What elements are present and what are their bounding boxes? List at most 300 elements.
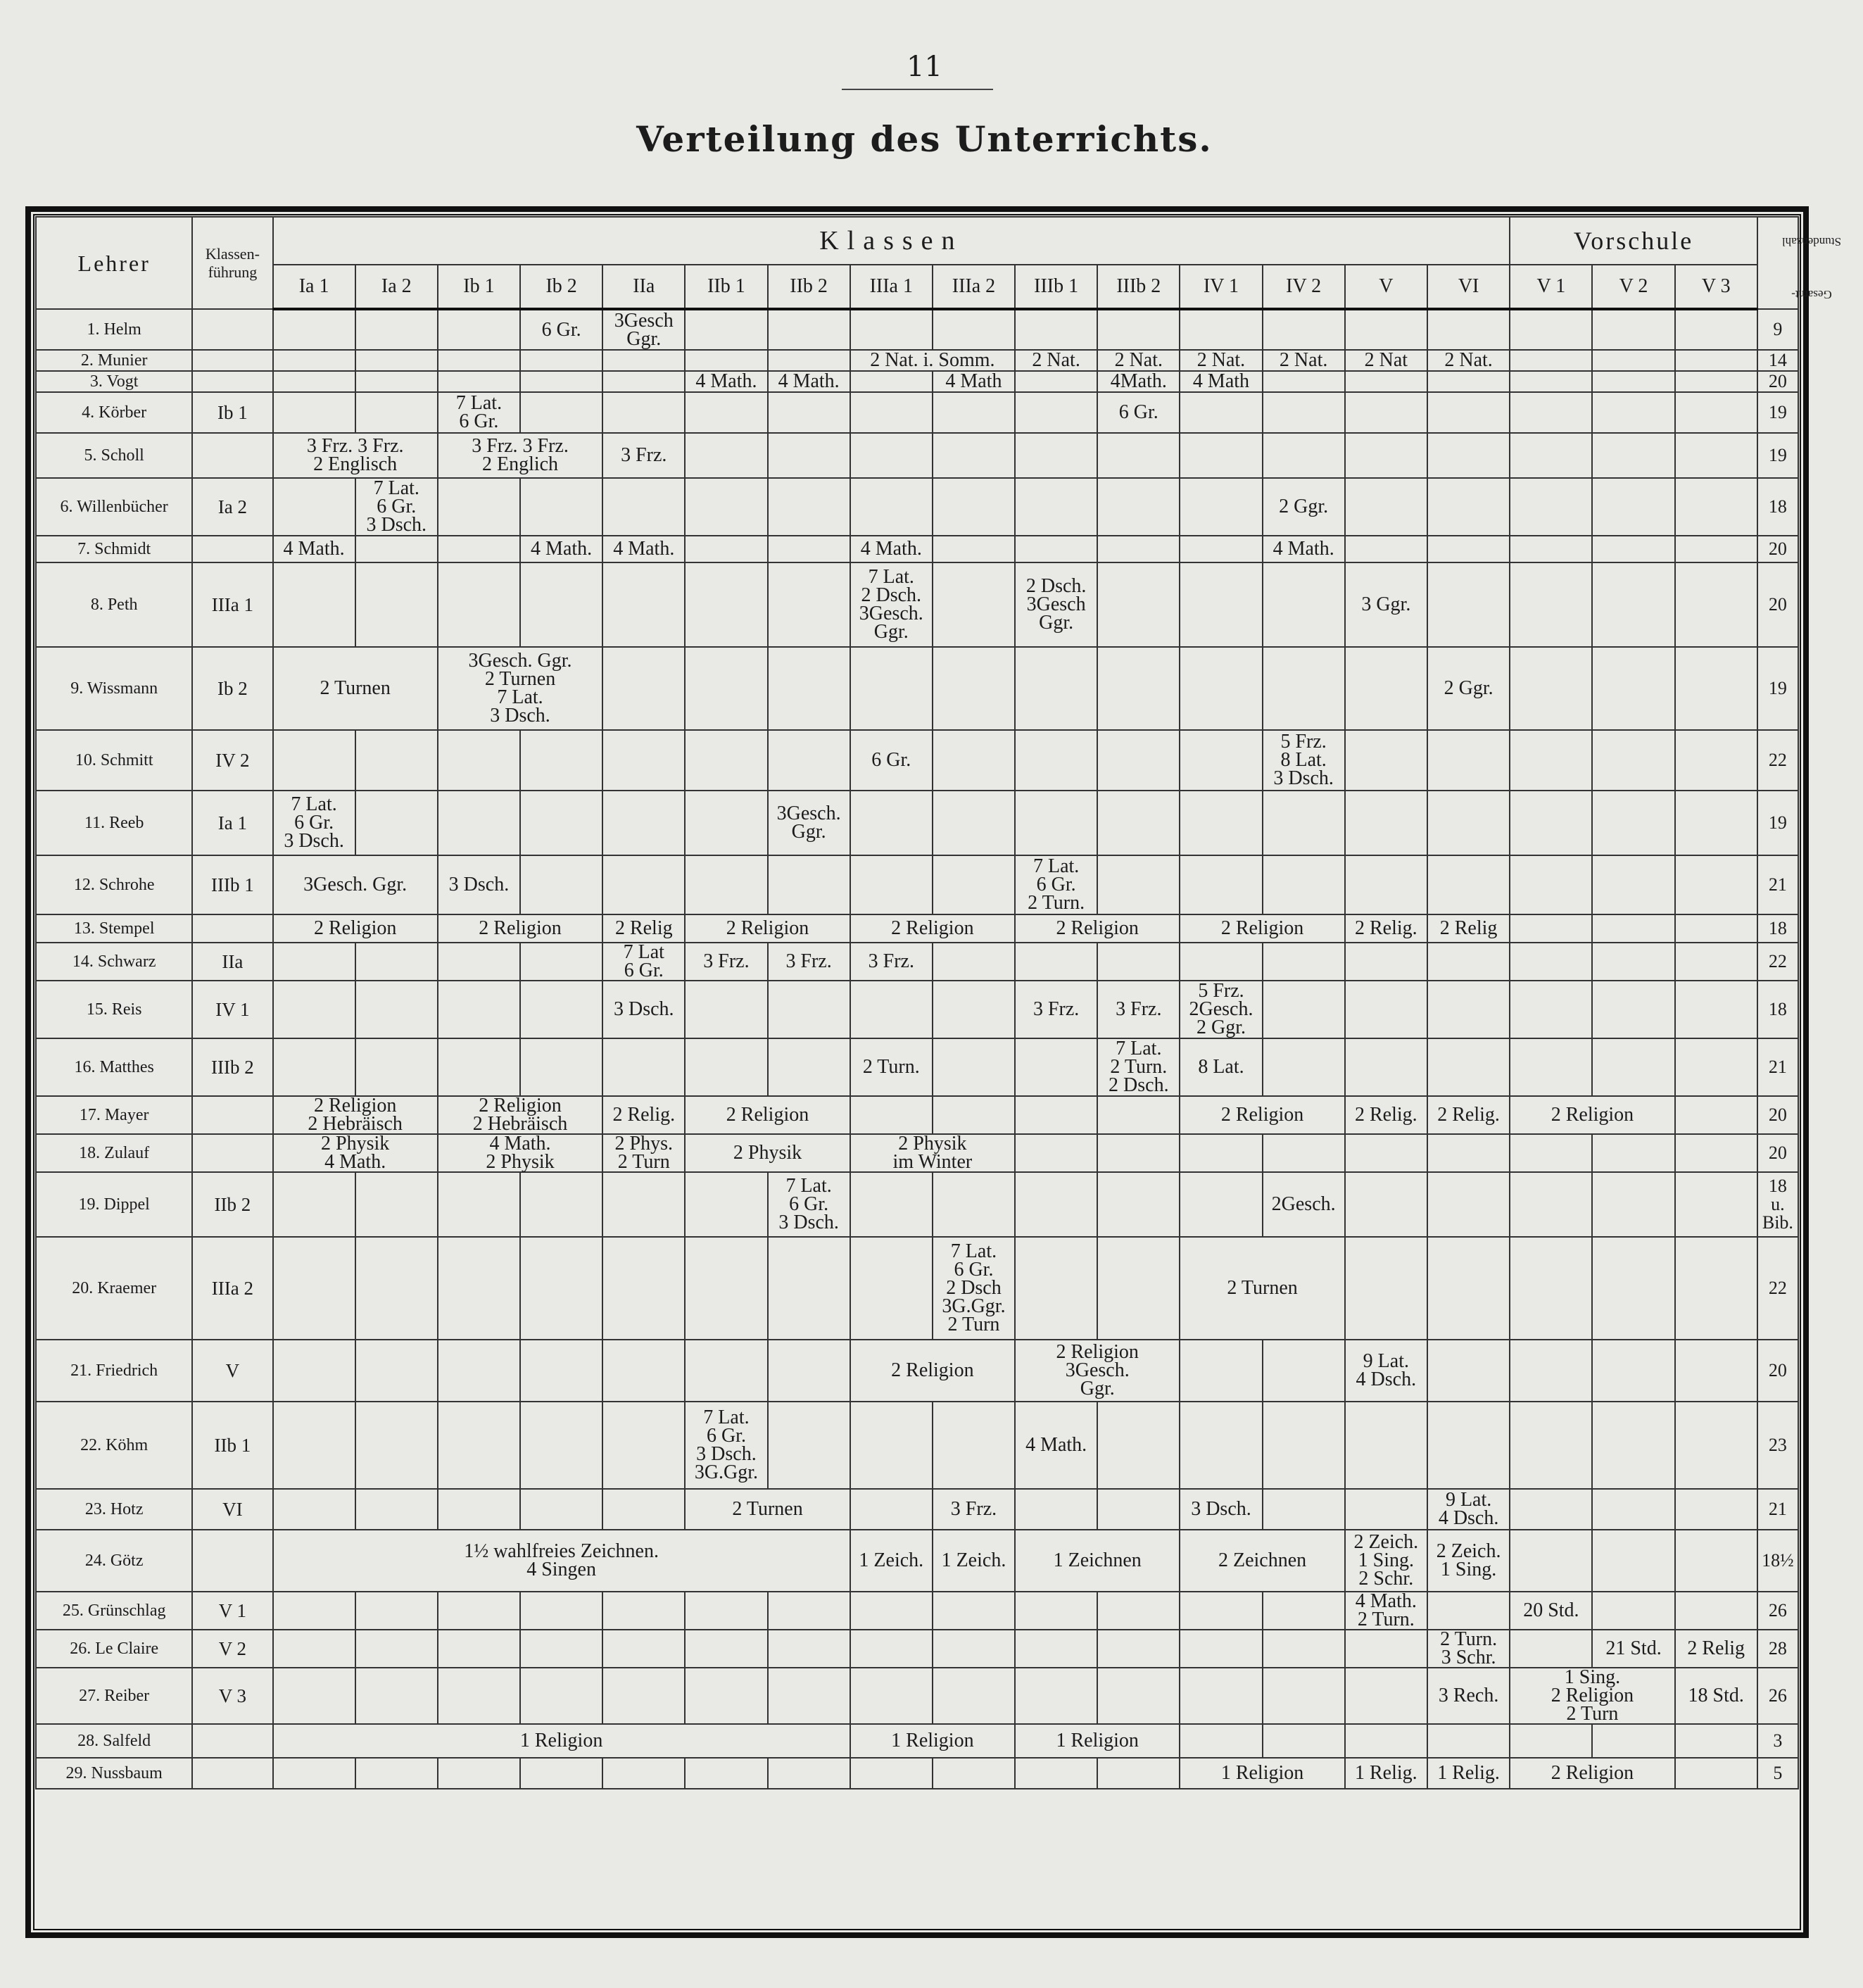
lesson-line: 3 Frz. — [621, 444, 667, 466]
empty-cell — [1263, 1038, 1345, 1096]
total-hours-line: 20 — [1768, 371, 1787, 391]
empty-cell — [438, 1172, 520, 1237]
empty-cell — [438, 791, 520, 855]
total-hours-line: Bib. — [1762, 1212, 1793, 1233]
empty-cell — [850, 791, 933, 855]
lesson-cell — [1345, 562, 1427, 647]
lesson-line: 2 Turn — [947, 1314, 1000, 1335]
empty-cell — [1015, 1758, 1097, 1789]
empty-cell — [355, 1758, 438, 1789]
empty-cell — [685, 1668, 767, 1724]
empty-cell — [1263, 1724, 1345, 1758]
lesson-cell — [685, 1134, 850, 1172]
empty-cell — [1180, 1134, 1262, 1172]
total-hours — [1757, 1402, 1798, 1489]
lesson-line: 3 Frz. — [703, 950, 750, 972]
header-class-column: V 2 — [1592, 265, 1674, 309]
empty-cell — [520, 350, 602, 371]
klassenfuehrung-cell: V 3 — [192, 1668, 272, 1724]
lesson-line: 21 Std. — [1605, 1637, 1662, 1659]
empty-cell — [768, 1630, 850, 1668]
empty-cell — [1510, 562, 1592, 647]
total-hours — [1757, 1172, 1798, 1237]
empty-cell — [1510, 433, 1592, 478]
empty-cell — [933, 647, 1015, 730]
teacher-name: 21. Friedrich — [36, 1340, 192, 1402]
lesson-cell — [1097, 350, 1180, 371]
lesson-line: 1 Sing. — [1564, 1666, 1621, 1688]
empty-cell — [1345, 478, 1427, 536]
lesson-line: 4 Dsch. — [1356, 1369, 1417, 1390]
empty-cell — [1015, 309, 1097, 350]
empty-cell — [850, 1630, 933, 1668]
empty-cell — [1675, 914, 1757, 943]
empty-cell — [1675, 478, 1757, 536]
lesson-line: 1 Zeichnen — [1053, 1549, 1142, 1571]
table-row — [36, 981, 1798, 1038]
lesson-line: 2 Physik — [733, 1142, 802, 1164]
empty-cell — [685, 791, 767, 855]
empty-cell — [685, 1038, 767, 1096]
total-hours-line: 20 — [1768, 594, 1787, 615]
lesson-cell — [1427, 914, 1510, 943]
klassenfuehrung-cell: IIb 1 — [192, 1402, 272, 1489]
table-row — [36, 943, 1798, 981]
teacher-name: 5. Scholl — [36, 433, 192, 478]
empty-cell — [1180, 791, 1262, 855]
empty-cell — [1097, 478, 1180, 536]
total-hours-line: u. — [1771, 1194, 1785, 1214]
empty-cell — [1097, 536, 1180, 562]
empty-cell — [355, 791, 438, 855]
empty-cell — [1015, 1668, 1097, 1724]
lesson-line: 3Gesch. — [776, 803, 841, 824]
teacher-name: 2. Munier — [36, 350, 192, 371]
lesson-line: 1½ wahlfreies Zeichnen. — [464, 1540, 659, 1562]
empty-cell — [685, 1172, 767, 1237]
empty-cell — [1510, 1724, 1592, 1758]
empty-cell — [602, 392, 685, 433]
empty-cell — [850, 647, 933, 730]
empty-cell — [1427, 981, 1510, 1038]
lesson-line: 2 Nat — [1364, 349, 1408, 371]
empty-cell — [1510, 647, 1592, 730]
empty-cell — [355, 350, 438, 371]
lesson-line: 6 Gr. — [954, 1259, 994, 1281]
empty-cell — [1263, 1489, 1345, 1530]
teacher-name: 24. Götz — [36, 1530, 192, 1592]
total-hours — [1757, 392, 1798, 433]
klassenfuehrung-cell — [192, 914, 272, 943]
empty-cell — [1263, 1402, 1345, 1489]
empty-cell — [1592, 478, 1674, 536]
empty-cell — [1427, 791, 1510, 855]
lesson-line: 4 Math. — [778, 370, 840, 392]
lesson-line: 2 Dsch. — [861, 584, 922, 606]
empty-cell — [933, 562, 1015, 647]
lesson-line: 6 Gr. — [459, 410, 499, 432]
lesson-line: 2 Turn. — [862, 1056, 920, 1078]
lesson-cell — [602, 1134, 685, 1172]
empty-cell — [850, 1592, 933, 1630]
page-title: Verteilung des Unterrichts. — [636, 118, 1213, 160]
empty-cell — [1345, 392, 1427, 433]
empty-cell — [1592, 433, 1674, 478]
lesson-line: 4 Singen — [526, 1559, 596, 1580]
empty-cell — [602, 730, 685, 791]
lesson-line: 7 Lat. — [785, 1175, 832, 1197]
lesson-line: 6 Gr. — [1036, 874, 1076, 895]
empty-cell — [1015, 1237, 1097, 1340]
lesson-line: 6 Gr. — [541, 318, 581, 341]
empty-cell — [1510, 350, 1592, 371]
empty-cell — [1345, 1630, 1427, 1668]
total-hours-line: 21 — [1768, 874, 1787, 895]
empty-cell — [520, 1592, 602, 1630]
empty-cell — [768, 1340, 850, 1402]
empty-cell — [1345, 536, 1427, 562]
empty-cell — [1345, 647, 1427, 730]
empty-cell — [602, 350, 685, 371]
total-hours-line: 21 — [1768, 1499, 1787, 1519]
lesson-cell — [1675, 1668, 1757, 1724]
lesson-line: 1 Religion — [891, 1730, 974, 1751]
empty-cell — [355, 730, 438, 791]
lesson-line: 2 Nat. i. Somm. — [870, 349, 995, 371]
empty-cell — [685, 478, 767, 536]
empty-cell — [520, 730, 602, 791]
page-number-rule — [842, 89, 993, 90]
empty-cell — [685, 1630, 767, 1668]
lesson-line: 3 Dsch. — [614, 998, 674, 1020]
empty-cell — [273, 981, 355, 1038]
lesson-cell — [602, 981, 685, 1038]
klassenfuehrung-cell: V — [192, 1340, 272, 1402]
teacher-name: 1. Helm — [36, 309, 192, 350]
empty-cell — [602, 1172, 685, 1237]
lesson-cell — [273, 1134, 438, 1172]
total-hours-line: 20 — [1768, 1143, 1787, 1163]
page-number: 11 — [907, 51, 942, 83]
empty-cell — [933, 1096, 1015, 1134]
empty-cell — [768, 1758, 850, 1789]
lesson-cell — [768, 943, 850, 981]
empty-cell — [685, 1758, 767, 1789]
empty-cell — [1510, 1402, 1592, 1489]
header-vorschule: Vorschule — [1510, 217, 1757, 265]
table-row — [36, 1134, 1798, 1172]
empty-cell — [438, 981, 520, 1038]
empty-cell — [933, 791, 1015, 855]
lesson-cell — [1345, 1592, 1427, 1630]
empty-cell — [1263, 392, 1345, 433]
header-class-column: Ia 2 — [355, 265, 438, 309]
lesson-cell — [768, 791, 850, 855]
empty-cell — [1675, 1530, 1757, 1592]
teacher-name: 25. Grünschlag — [36, 1592, 192, 1630]
total-hours — [1757, 647, 1798, 730]
empty-cell — [1015, 433, 1097, 478]
empty-cell — [1427, 1237, 1510, 1340]
empty-cell — [685, 647, 767, 730]
empty-cell — [355, 1237, 438, 1340]
klassenfuehrung-cell — [192, 1724, 272, 1758]
empty-cell — [768, 1038, 850, 1096]
lesson-cell — [520, 309, 602, 350]
empty-cell — [355, 392, 438, 433]
lesson-cell — [1427, 1758, 1510, 1789]
lesson-line: 2 Dsch. — [1025, 575, 1087, 597]
empty-cell — [438, 1489, 520, 1530]
lesson-line: 3 Dsch. — [696, 1443, 757, 1465]
lesson-cell — [1345, 1096, 1427, 1134]
empty-cell — [1510, 1340, 1592, 1402]
empty-cell — [1263, 1134, 1345, 1172]
empty-cell — [1427, 1402, 1510, 1489]
empty-cell — [1427, 1134, 1510, 1172]
empty-cell — [273, 478, 355, 536]
lesson-cell — [1427, 1668, 1510, 1724]
lesson-cell — [768, 371, 850, 392]
lesson-cell — [1015, 1530, 1180, 1592]
empty-cell — [273, 1402, 355, 1489]
empty-cell — [1097, 562, 1180, 647]
empty-cell — [602, 1630, 685, 1668]
lesson-line: im Winter — [892, 1151, 973, 1173]
table-row — [36, 1668, 1798, 1724]
total-hours — [1757, 914, 1798, 943]
empty-cell — [602, 1038, 685, 1096]
lesson-cell — [602, 943, 685, 981]
teacher-name: 28. Salfeld — [36, 1724, 192, 1758]
empty-cell — [1097, 1668, 1180, 1724]
empty-cell — [1427, 943, 1510, 981]
lesson-line: 4 Math — [945, 370, 1002, 392]
empty-cell — [1345, 1172, 1427, 1237]
header-class-column: IIIa 1 — [850, 265, 933, 309]
lesson-cell — [933, 1237, 1015, 1340]
table-row — [36, 1237, 1798, 1340]
empty-cell — [1180, 478, 1262, 536]
lesson-line: 2 Relig — [1439, 917, 1498, 939]
klassenfuehrung-cell — [192, 536, 272, 562]
empty-cell — [1592, 536, 1674, 562]
lesson-cell — [685, 371, 767, 392]
empty-cell — [1097, 791, 1180, 855]
lesson-cell — [1180, 1038, 1262, 1096]
empty-cell — [1180, 1402, 1262, 1489]
lesson-cell — [438, 855, 520, 914]
empty-cell — [273, 350, 355, 371]
header-class-column: V 1 — [1510, 265, 1592, 309]
klassenfuehrung-cell — [192, 1758, 272, 1789]
empty-cell — [1675, 371, 1757, 392]
lesson-cell — [602, 433, 685, 478]
total-hours-line: 22 — [1768, 750, 1787, 770]
empty-cell — [850, 371, 933, 392]
empty-cell — [1015, 1489, 1097, 1530]
empty-cell — [685, 1340, 767, 1402]
lesson-line: 2 Physik — [486, 1151, 555, 1173]
empty-cell — [1015, 791, 1097, 855]
klassenfuehrung-cell: Ib 2 — [192, 647, 272, 730]
header-gesamt-line: Stundenzahl — [1781, 234, 1841, 249]
klassenfuehrung-cell: IIb 2 — [192, 1172, 272, 1237]
empty-cell — [685, 562, 767, 647]
total-hours-line: 28 — [1768, 1638, 1787, 1659]
lesson-cell — [273, 1724, 850, 1758]
teacher-name: 13. Stempel — [36, 914, 192, 943]
empty-cell — [355, 562, 438, 647]
empty-cell — [438, 1592, 520, 1630]
empty-cell — [1675, 392, 1757, 433]
empty-cell — [1427, 1038, 1510, 1096]
klassenfuehrung-cell: IV 1 — [192, 981, 272, 1038]
empty-cell — [1097, 855, 1180, 914]
empty-cell — [1675, 562, 1757, 647]
lesson-cell — [850, 730, 933, 791]
lesson-line: 7 Lat. — [291, 793, 337, 815]
klassenfuehrung-cell: VI — [192, 1489, 272, 1530]
header-class-column: IV 1 — [1180, 265, 1262, 309]
lesson-cell — [1180, 1489, 1262, 1530]
empty-cell — [1015, 730, 1097, 791]
lesson-line: 4 Math. — [283, 538, 345, 560]
empty-cell — [602, 1489, 685, 1530]
empty-cell — [1675, 855, 1757, 914]
header-class-column: Ia 1 — [273, 265, 355, 309]
lesson-cell — [1427, 647, 1510, 730]
empty-cell — [1263, 562, 1345, 647]
lesson-cell — [602, 914, 685, 943]
empty-cell — [933, 943, 1015, 981]
empty-cell — [850, 309, 933, 350]
empty-cell — [1180, 1630, 1262, 1668]
lesson-line: 3 Frz. 3 Frz. — [472, 435, 569, 457]
empty-cell — [1345, 1237, 1427, 1340]
empty-cell — [1427, 371, 1510, 392]
empty-cell — [1510, 1530, 1592, 1592]
total-hours-line: 26 — [1768, 1685, 1787, 1706]
lesson-line: 4 Math. — [695, 370, 757, 392]
lesson-line: 2 Ggr. — [1196, 1017, 1246, 1038]
empty-cell — [1015, 1134, 1097, 1172]
empty-cell — [1345, 791, 1427, 855]
lesson-cell — [1510, 1592, 1592, 1630]
empty-cell — [1510, 478, 1592, 536]
lesson-line: 3 Frz. 3 Frz. — [306, 435, 404, 457]
lesson-cell — [273, 536, 355, 562]
total-hours — [1757, 478, 1798, 536]
empty-cell — [520, 1172, 602, 1237]
teacher-name: 17. Mayer — [36, 1096, 192, 1134]
empty-cell — [1180, 1668, 1262, 1724]
empty-cell — [1180, 1724, 1262, 1758]
empty-cell — [1180, 1172, 1262, 1237]
total-hours-line: 19 — [1768, 402, 1787, 422]
empty-cell — [933, 433, 1015, 478]
empty-cell — [355, 1172, 438, 1237]
empty-cell — [1675, 647, 1757, 730]
teacher-name: 23. Hotz — [36, 1489, 192, 1530]
lesson-cell — [1180, 371, 1262, 392]
total-hours — [1757, 371, 1798, 392]
lesson-line: 2 Religion — [1551, 1762, 1634, 1784]
lesson-cell — [685, 1096, 850, 1134]
empty-cell — [768, 647, 850, 730]
klassenfuehrung-cell — [192, 1530, 272, 1592]
total-hours — [1757, 309, 1798, 350]
table-row — [36, 309, 1798, 350]
lesson-cell — [520, 536, 602, 562]
lesson-line: 7 Lat — [623, 941, 664, 963]
lesson-line: 2 Turn — [1566, 1703, 1619, 1725]
empty-cell — [1592, 1402, 1674, 1489]
lesson-cell — [602, 1096, 685, 1134]
empty-cell — [602, 371, 685, 392]
lesson-line: 3 Ggr. — [1361, 593, 1411, 615]
empty-cell — [1592, 647, 1674, 730]
lesson-cell — [850, 943, 933, 981]
lesson-cell — [1015, 562, 1097, 647]
lesson-line: 4 Math. — [531, 538, 593, 560]
lesson-cell — [273, 433, 438, 478]
lesson-line: 2 Religion — [726, 917, 809, 939]
empty-cell — [1097, 1402, 1180, 1489]
empty-cell — [273, 1340, 355, 1402]
lesson-cell — [685, 914, 850, 943]
lesson-line: 2 Religion — [1056, 1341, 1139, 1363]
lesson-line: 3 Dsch. — [778, 1212, 839, 1233]
lesson-line: 2 Religion — [479, 1095, 562, 1116]
empty-cell — [850, 1668, 933, 1724]
total-hours — [1757, 1134, 1798, 1172]
lesson-line: 7 Lat. — [950, 1240, 997, 1262]
lesson-line: 3Gesch — [1026, 593, 1086, 615]
lesson-cell — [273, 855, 438, 914]
empty-cell — [1427, 562, 1510, 647]
empty-cell — [1675, 350, 1757, 371]
empty-cell — [1510, 1038, 1592, 1096]
lesson-line: 3 Dsch. — [284, 830, 344, 852]
total-hours — [1757, 791, 1798, 855]
lesson-cell — [850, 1530, 933, 1592]
empty-cell — [602, 1758, 685, 1789]
lesson-line: 2 Religion — [891, 917, 974, 939]
empty-cell — [1675, 1237, 1757, 1340]
lesson-cell — [1097, 392, 1180, 433]
empty-cell — [685, 730, 767, 791]
lesson-line: 2 Nat. — [1032, 349, 1080, 371]
klassenfuehrung-cell — [192, 433, 272, 478]
lesson-cell — [602, 309, 685, 350]
table-row — [36, 1489, 1798, 1530]
klassenfuehrung-cell: IIa — [192, 943, 272, 981]
lesson-cell — [1097, 1038, 1180, 1096]
empty-cell — [273, 1038, 355, 1096]
empty-cell — [685, 350, 767, 371]
empty-cell — [1097, 647, 1180, 730]
lesson-line: 3 Dsch. — [1191, 1498, 1251, 1520]
total-hours — [1757, 536, 1798, 562]
empty-cell — [602, 1237, 685, 1340]
empty-cell — [1675, 1489, 1757, 1530]
lesson-line: 3 Frz. — [950, 1498, 997, 1520]
lesson-line: 3 Frz. — [1032, 998, 1080, 1020]
teaching-distribution-table — [35, 216, 1841, 1789]
klassenfuehrung-cell: Ia 2 — [192, 478, 272, 536]
total-hours — [1757, 1237, 1798, 1340]
